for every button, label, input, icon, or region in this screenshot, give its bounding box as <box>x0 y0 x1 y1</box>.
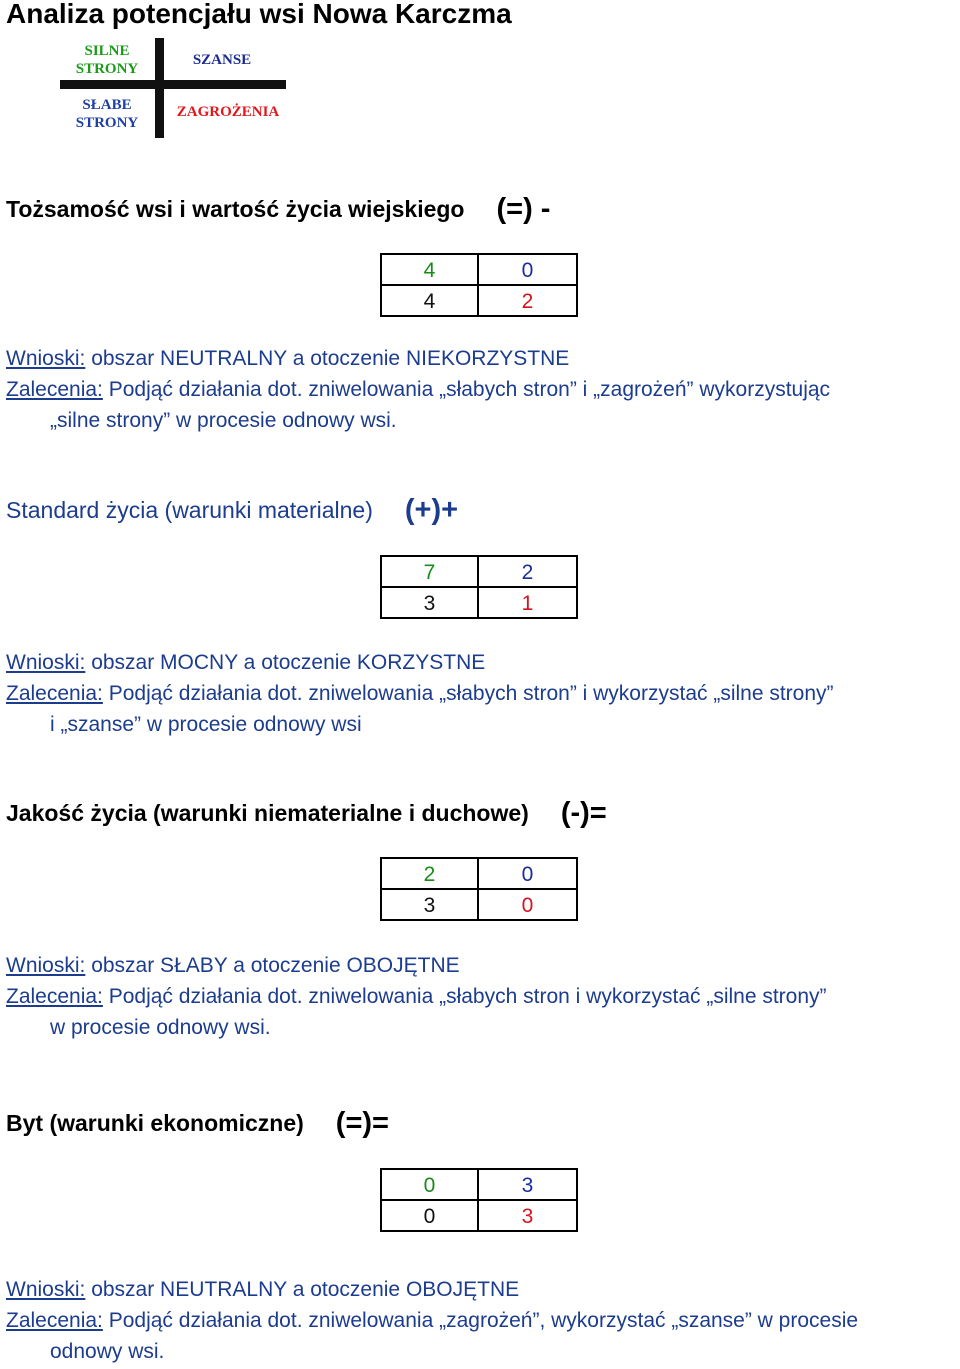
score-box <box>380 253 578 317</box>
legend-threats: ZAGROŻENIA <box>176 104 280 120</box>
score-weaknesses: 3 <box>382 588 479 619</box>
section-title: Jakość życia (warunki niematerialne i duchowe) <box>6 800 529 826</box>
section-heading-living <box>6 1107 389 1140</box>
score-strengths: 0 <box>382 1170 479 1201</box>
recommendation-text: Podjąć działania dot. zniwelowania „słabych stron” i „zagrożeń” wykorzystując <box>102 378 831 401</box>
section-symbol: (=) - <box>496 193 551 225</box>
conclusion-label: Wnioski: <box>6 651 86 674</box>
recommendation-continuation: „silne strony” w procesie odnowy wsi. <box>50 409 397 432</box>
score-box <box>380 857 578 921</box>
recommendation-line <box>6 1309 858 1333</box>
conclusion-text: obszar NEUTRALNY a otoczenie NIEKORZYSTNE <box>85 347 570 370</box>
recommendation-label: Zalecenia: <box>6 682 103 705</box>
recommendation-text: Podjąć działania dot. zniwelowania „zagrożeń”, wykorzystać „szanse” w procesie <box>102 1309 859 1332</box>
score-opportunities: 2 <box>479 557 576 588</box>
recommendation-continuation: w procesie odnowy wsi. <box>50 1016 271 1039</box>
conclusion-line <box>6 954 460 978</box>
legend-weaknesses: SŁABE STRONY <box>75 97 139 131</box>
section-symbol: (=)= <box>335 1107 389 1139</box>
legend-horizontal-divider <box>60 80 286 89</box>
recommendation-label: Zalecenia: <box>6 1309 103 1332</box>
section-title: Tożsamość wsi i wartość życia wiejskiego <box>6 196 465 222</box>
legend-opportunities: SZANSE <box>192 52 252 68</box>
conclusion-line <box>6 651 485 675</box>
conclusion-text: obszar NEUTRALNY a otoczenie OBOJĘTNE <box>85 1278 520 1301</box>
recommendation-text: Podjąć działania dot. zniwelowania „słabych stron i wykorzystać „silne strony” <box>102 985 827 1008</box>
score-weaknesses: 0 <box>382 1201 479 1232</box>
recommendation-line <box>6 378 830 402</box>
conclusion-label: Wnioski: <box>6 347 86 370</box>
score-strengths: 4 <box>382 255 479 286</box>
page-title: Analiza potencjału wsi Nowa Karczma <box>6 0 512 29</box>
legend-strengths: SILNE STRONY <box>75 43 139 77</box>
conclusion-text: obszar MOCNY a otoczenie KORZYSTNE <box>85 651 486 674</box>
recommendation-line <box>6 682 834 706</box>
conclusion-line <box>6 347 569 371</box>
section-heading-identity <box>6 193 550 226</box>
score-box <box>380 1168 578 1232</box>
score-strengths: 7 <box>382 557 479 588</box>
recommendation-continuation: i „szanse” w procesie odnowy wsi <box>50 713 362 736</box>
section-title: Byt (warunki ekonomiczne) <box>6 1110 304 1136</box>
score-threats: 3 <box>521 1205 534 1228</box>
score-threats: 0 <box>521 894 534 917</box>
swot-legend <box>60 38 292 138</box>
score-opportunities: 3 <box>479 1170 576 1201</box>
score-opportunities: 0 <box>479 859 576 890</box>
score-threats: 1 <box>521 592 534 615</box>
recommendation-text: Podjąć działania dot. zniwelowania „słabych stron” i wykorzystać „silne strony” <box>102 682 834 705</box>
score-weaknesses: 4 <box>382 286 479 317</box>
conclusion-text: obszar SŁABY a otoczenie OBOJĘTNE <box>85 954 460 977</box>
score-box <box>380 555 578 619</box>
score-weaknesses: 3 <box>382 890 479 921</box>
recommendation-label: Zalecenia: <box>6 985 103 1008</box>
section-heading-quality <box>6 797 607 830</box>
conclusion-label: Wnioski: <box>6 1278 86 1301</box>
recommendation-label: Zalecenia: <box>6 378 103 401</box>
section-symbol: (-)= <box>560 797 607 829</box>
conclusion-line <box>6 1278 519 1302</box>
recommendation-continuation: odnowy wsi. <box>50 1340 165 1363</box>
recommendation-line <box>6 985 827 1009</box>
score-strengths: 2 <box>382 859 479 890</box>
section-symbol: (+)+ <box>404 494 459 526</box>
conclusion-label: Wnioski: <box>6 954 86 977</box>
section-heading-standard <box>6 494 458 527</box>
section-title: Standard życia (warunki materialne) <box>6 497 373 523</box>
score-opportunities: 0 <box>479 255 576 286</box>
score-threats: 2 <box>521 290 534 313</box>
